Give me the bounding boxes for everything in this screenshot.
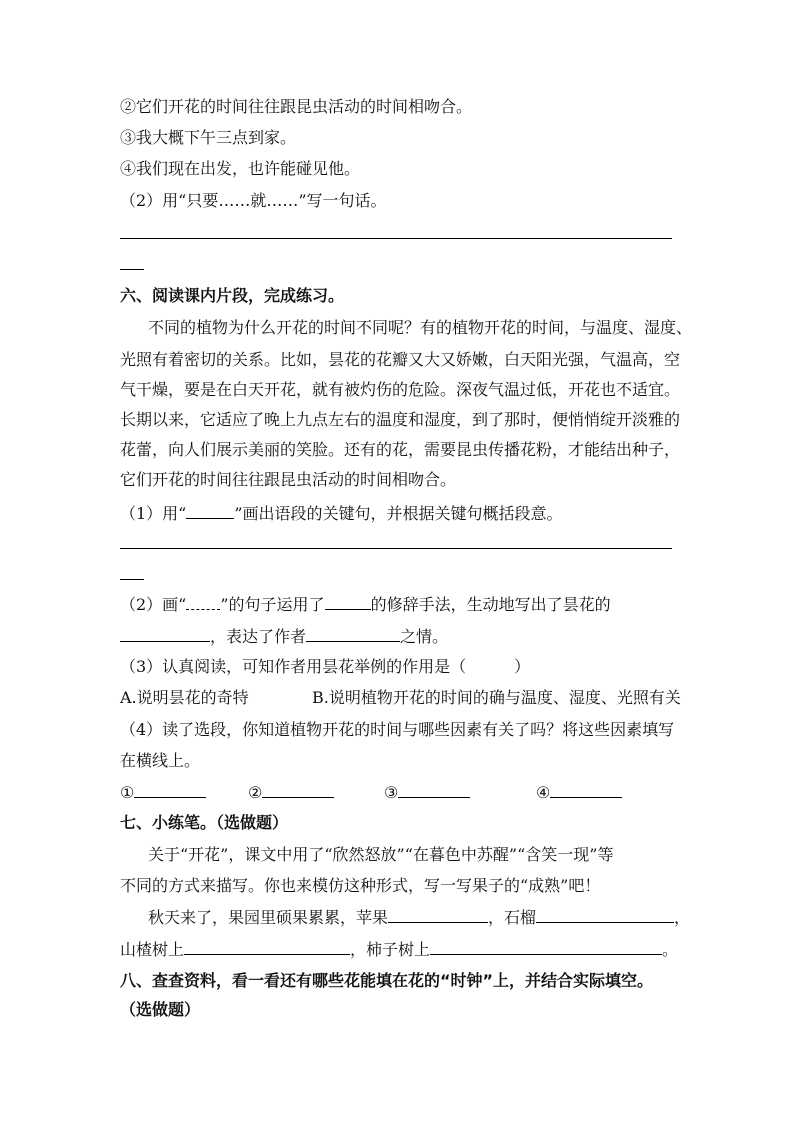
question-6-4: （4）读了选段，你知道植物开花的时间与哪些因素有关了吗？将这些因素填写 bbox=[120, 720, 675, 739]
blank[interactable] bbox=[325, 595, 371, 610]
blank[interactable] bbox=[184, 940, 350, 955]
question-6-4-cont: 在横线上。 bbox=[120, 751, 201, 770]
blank[interactable] bbox=[186, 504, 234, 519]
section-7-title: 七、小练笔。（选做题） bbox=[120, 813, 289, 832]
question-6-3: （3）认真阅读，可知作者用昙花举例的作用是（ ） bbox=[120, 657, 531, 676]
blank[interactable] bbox=[120, 627, 210, 642]
question-6-1: （1）用“ ”画出语段的关键句，并根据关键句概括段意。 bbox=[120, 504, 563, 523]
passage-line-6: 它们开花的时间往往跟昆虫活动的时间相吻合。 bbox=[120, 470, 457, 489]
fill-blank-4: ④ bbox=[536, 783, 622, 803]
answer-line-short[interactable] bbox=[120, 269, 144, 270]
section-8-title: 八、查查资料，看一看还有哪些花能填在花的“时钟”上，并结合实际填空。 bbox=[120, 971, 654, 990]
list-item-3: ③我大概下午三点到家。 bbox=[120, 128, 297, 147]
passage-line-2: 光照有着密切的关系。比如，昙花的花瓣又大又娇嫩，白天阳光强，气温高，空 bbox=[120, 350, 681, 369]
list-item-2: ②它们开花的时间往往跟昆虫活动的时间相吻合。 bbox=[120, 97, 473, 116]
answer-line[interactable] bbox=[120, 238, 672, 239]
wavy-line-sample bbox=[186, 595, 220, 610]
blank[interactable] bbox=[388, 908, 488, 923]
list-item-4: ④我们现在出发，也许能碰见他。 bbox=[120, 159, 361, 178]
answer-line[interactable] bbox=[120, 548, 672, 549]
section-7-line-2: 不同的方式来描写。你也来模仿这种形式，写一写果子的“成熟”吧！ bbox=[120, 876, 601, 895]
question-6-2-cont: ，表达了作者 之情。 bbox=[120, 627, 448, 647]
question-6-2: （2）画“ ”的句子运用了 的修辞手法，生动地写出了昙花的 bbox=[120, 595, 611, 614]
section-8-sub: （选做题） bbox=[120, 1000, 201, 1019]
passage-line-5: 花蕾，向人们展示美丽的笑脸。还有的花，需要昆虫传播花粉，才能结出种子， bbox=[120, 440, 681, 459]
section-7-line-4: 山楂树上 ，柿子树上 。 bbox=[120, 940, 679, 959]
passage-line-1: 不同的植物为什么开花的时间不同呢？有的植物开花的时间，与温度、湿度、 bbox=[148, 318, 693, 337]
option-b[interactable]: B.说明植物开花的时间的确与温度、湿度、光照有关 bbox=[312, 688, 681, 707]
fill-blank-3: ③ bbox=[384, 783, 470, 803]
section-7-line-3: 秋天来了，果园里硕果累累，苹果 ，石榴 ， bbox=[148, 908, 691, 927]
fill-blank-1: ① bbox=[120, 783, 206, 803]
blank[interactable] bbox=[536, 908, 674, 923]
blank[interactable] bbox=[306, 627, 400, 642]
question-2: （2）用“只要……就……”写一句话。 bbox=[120, 191, 387, 210]
answer-line-short[interactable] bbox=[120, 579, 144, 580]
section-6-title: 六、阅读课内片段，完成练习。 bbox=[120, 286, 345, 305]
blank[interactable] bbox=[430, 940, 662, 955]
option-a[interactable]: A.说明昙花的奇特 bbox=[120, 688, 249, 707]
passage-line-3: 气干燥，要是在白天开花，就有被灼伤的危险。深夜气温过低，开花也不适宜。 bbox=[120, 380, 681, 399]
section-7-line-1: 关于“开花”，课文中用了“欣然怒放”“在暮色中苏醒”“含笑一现”等 bbox=[148, 845, 614, 864]
fill-blank-2: ② bbox=[248, 783, 334, 803]
passage-line-4: 长期以来，它适应了晚上九点左右的温度和湿度，到了那时，便悄悄绽开淡雅的 bbox=[120, 410, 681, 429]
